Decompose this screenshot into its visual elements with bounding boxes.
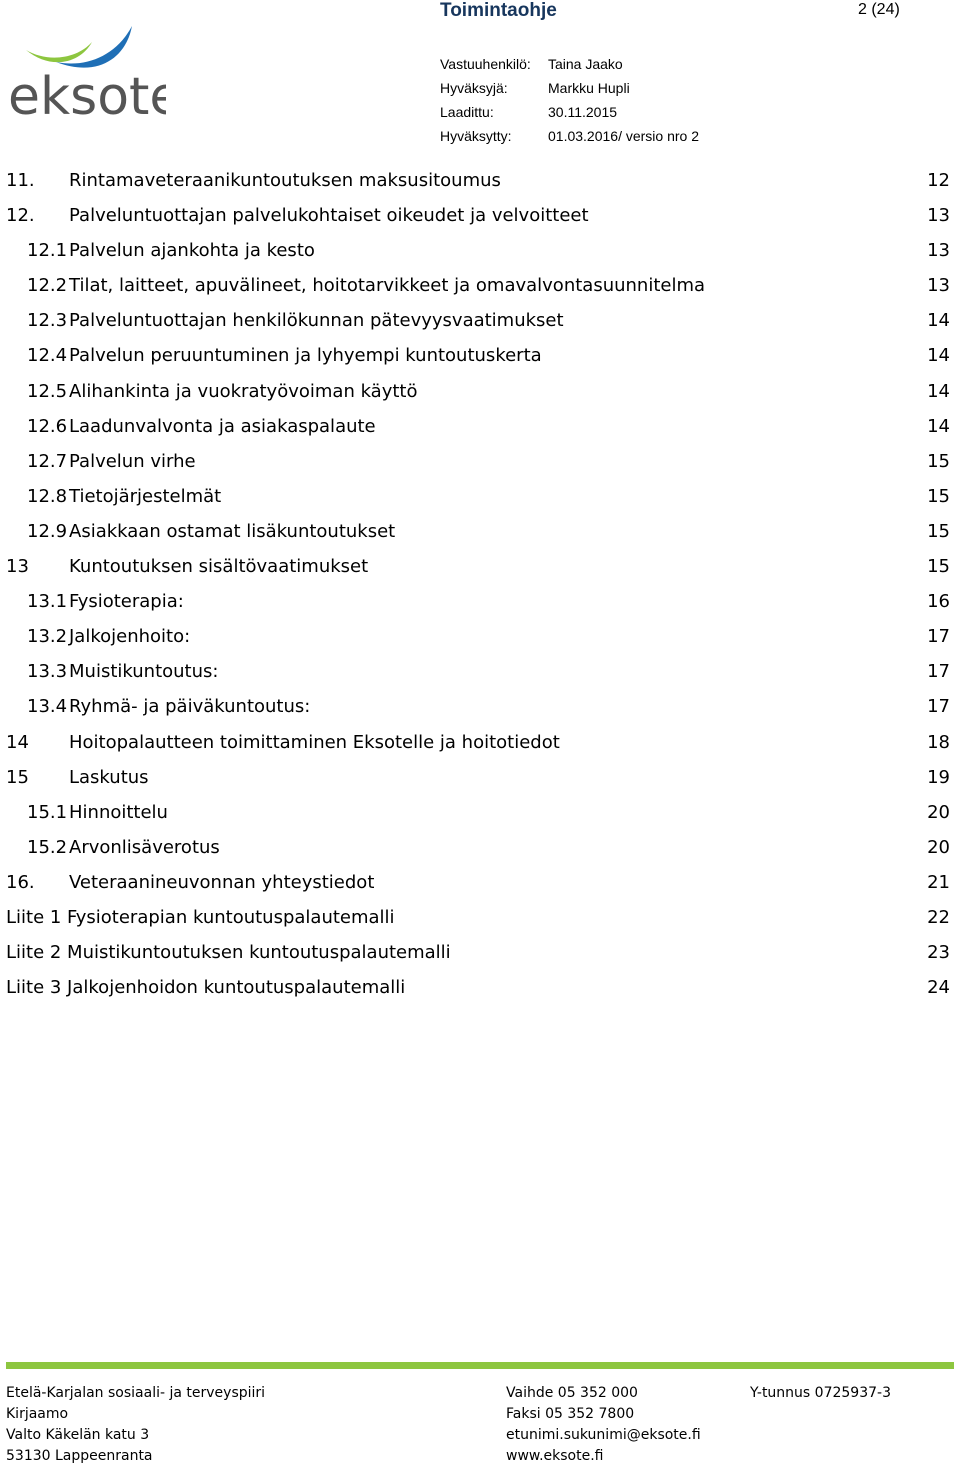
toc-entry-title: Laadunvalvonta ja asiakaspalaute (69, 415, 376, 437)
toc-entry-page: 14 (927, 310, 950, 332)
toc-entry-page: 14 (927, 380, 950, 402)
toc-entry-title: Rintamaveteraanikuntoutuksen maksusitoumus (69, 170, 501, 191)
eksote-logo (6, 22, 166, 122)
toc-entry-title: Tilat, laitteet, apuvälineet, hoitotarvikkeet ja omavalvontasuunnitelma (69, 275, 706, 297)
footer-business-id (750, 1383, 891, 1404)
toc-entry[interactable] (0, 870, 960, 905)
footer-line: Faksi 05 352 7800 (506, 1406, 635, 1422)
toc-entry[interactable] (0, 273, 960, 308)
toc-entry-page: 15 (927, 556, 950, 578)
toc-entry-page: 13 (927, 275, 950, 297)
toc-entry-number: 12.5 (27, 380, 68, 402)
toc-entry-title: Palvelun virhe (69, 450, 196, 472)
toc-entry-number: 13 (6, 556, 29, 578)
toc-entry-number: 16. (6, 871, 35, 893)
toc-entry-title: Muistikuntoutus: (69, 661, 219, 683)
toc-entry-title: Liite 2 Muistikuntoutuksen kuntoutuspalautemalli (6, 942, 451, 964)
toc-entry[interactable] (0, 238, 960, 273)
toc-entry[interactable] (0, 800, 960, 835)
meta-value: Markku Hupli (548, 80, 630, 96)
toc-entry-number: 12.9 (27, 520, 68, 542)
toc-entry-number: 12. (6, 205, 35, 227)
toc-entry-title: Kuntoutuksen sisältövaatimukset (69, 556, 369, 578)
toc-entry-number: 13.3 (27, 661, 68, 683)
toc-entry[interactable] (0, 379, 960, 414)
toc-entry[interactable] (0, 730, 960, 765)
footer-line: Kirjaamo (6, 1406, 69, 1422)
meta-row (440, 76, 699, 100)
toc-entry-page: 15 (927, 450, 950, 472)
meta-key: Laadittu: (440, 104, 494, 120)
toc-entry-title: Jalkojenhoito: (69, 626, 191, 648)
toc-entry-page: 15 (927, 485, 950, 507)
toc-entry-title: Palvelun ajankohta ja kesto (69, 240, 315, 262)
footer-line: 53130 Lappeenranta (6, 1448, 153, 1464)
footer-line: Valto Käkelän katu 3 (6, 1427, 150, 1443)
meta-key: Hyväksytty: (440, 128, 512, 144)
toc-entry-number: 13.2 (27, 626, 68, 648)
toc-entry-title: Palveluntuottajan palvelukohtaiset oikeudet ja velvoitteet (69, 205, 589, 227)
toc-entry-page: 17 (927, 696, 950, 718)
toc-entry-page: 18 (927, 731, 950, 753)
toc-entry-page: 15 (927, 520, 950, 542)
logo-wordmark: eksote (8, 67, 166, 122)
meta-key: Hyväksyjä: (440, 80, 508, 96)
toc-entry-number: 13.4 (27, 696, 68, 718)
footer-line: Y-tunnus 0725937-3 (750, 1385, 891, 1401)
footer-line: Vaihde 05 352 000 (506, 1385, 638, 1401)
toc-entry-title: Liite 1 Fysioterapian kuntoutuspalautemalli (6, 906, 395, 928)
toc-entry[interactable] (0, 519, 960, 554)
toc-entry-number: 12.7 (27, 450, 68, 472)
toc-entry-title: Palveluntuottajan henkilökunnan pätevyysvaatimukset (69, 310, 564, 332)
document-meta (440, 52, 699, 148)
toc-entry-number: 12.1 (27, 240, 68, 262)
toc-entry-page: 23 (927, 942, 950, 964)
toc-entry[interactable] (0, 624, 960, 659)
meta-row (440, 124, 699, 148)
toc-entry-title: Ryhmä- ja päiväkuntoutus: (69, 696, 311, 718)
toc-entry[interactable] (0, 343, 960, 378)
footer-organization (6, 1383, 265, 1467)
toc-entry-page: 17 (927, 661, 950, 683)
toc-entry[interactable] (0, 765, 960, 800)
meta-key: Vastuuhenkilö: (440, 56, 531, 72)
toc-entry-page: 13 (927, 205, 950, 227)
toc-entry[interactable] (0, 975, 960, 1010)
meta-value: 30.11.2015 (548, 104, 618, 120)
toc-entry[interactable] (0, 203, 960, 238)
toc-entry-title: Alihankinta ja vuokratyövoiman käyttö (69, 380, 418, 402)
footer-website-link[interactable]: www.eksote.fi (506, 1448, 604, 1464)
toc-entry-title: Laskutus (69, 766, 149, 788)
meta-value: 01.03.2016/ versio nro 2 (548, 128, 699, 144)
toc-entry[interactable] (0, 484, 960, 519)
toc-entry-number: 12.2 (27, 275, 68, 297)
toc-entry[interactable] (0, 449, 960, 484)
toc-entry-title: Veteraanineuvonnan yhteystiedot (69, 871, 375, 893)
toc-entry-number: 12.8 (27, 485, 68, 507)
toc-entry-number: 12.6 (27, 415, 68, 437)
toc-entry-title: Tietojärjestelmät (69, 485, 222, 507)
toc-entry-page: 14 (927, 415, 950, 437)
toc-entry-page: 16 (927, 591, 950, 613)
toc-entry[interactable] (0, 694, 960, 729)
toc-entry-title: Asiakkaan ostamat lisäkuntoutukset (69, 520, 396, 542)
toc-entry-number: 14 (6, 731, 29, 753)
toc-entry-page: 17 (927, 626, 950, 648)
document-title: Toimintaohje (440, 0, 557, 21)
toc-entry-page: 21 (927, 871, 950, 893)
meta-row (440, 100, 699, 124)
toc-entry[interactable] (0, 940, 960, 975)
toc-entry-page: 13 (927, 240, 950, 262)
toc-entry[interactable] (0, 835, 960, 870)
toc-entry-number: 15.2 (27, 836, 68, 858)
toc-entry-number: 11. (6, 170, 35, 191)
meta-row (440, 52, 699, 76)
footer-rule (6, 1362, 954, 1369)
toc-entry-number: 15 (6, 766, 29, 788)
footer-contacts (506, 1383, 701, 1467)
toc-entry-title: Palvelun peruuntuminen ja lyhyempi kuntoutuskerta (69, 345, 542, 367)
page-number: 2 (24) (858, 1, 900, 18)
toc-entry-title: Hoitopalautteen toimittaminen Eksotelle ja hoitotiedot (69, 731, 560, 753)
toc-entry-page: 14 (927, 345, 950, 367)
toc-entry-page: 24 (927, 977, 950, 999)
toc-entry[interactable] (0, 168, 960, 203)
toc-entry-number: 15.1 (27, 801, 68, 823)
toc-entry[interactable] (0, 589, 960, 624)
toc-entry-number: 12.4 (27, 345, 68, 367)
toc-entry[interactable] (0, 554, 960, 589)
toc-entry-number: 13.1 (27, 591, 68, 613)
toc-entry-title: Liite 3 Jalkojenhoidon kuntoutuspalautemalli (6, 977, 406, 999)
toc-entry-page: 20 (927, 801, 950, 823)
toc-entry-title: Fysioterapia: (69, 591, 184, 613)
toc-entry[interactable] (0, 659, 960, 694)
toc-entry-page: 12 (927, 170, 950, 191)
meta-value: Taina Jaako (548, 56, 623, 72)
toc-entry[interactable] (0, 308, 960, 343)
footer-line: Etelä-Karjalan sosiaali- ja terveyspiiri (6, 1385, 266, 1401)
toc-entry-number: 12.3 (27, 310, 68, 332)
table-of-contents (0, 168, 960, 1010)
toc-entry-page: 20 (927, 836, 950, 858)
toc-entry-page: 22 (927, 906, 950, 928)
footer-email-link[interactable]: etunimi.sukunimi@eksote.fi (506, 1427, 701, 1443)
toc-entry-page: 19 (927, 766, 950, 788)
toc-entry[interactable] (0, 414, 960, 449)
toc-entry-title: Hinnoittelu (69, 801, 168, 823)
toc-entry[interactable] (0, 905, 960, 940)
toc-entry-title: Arvonlisäverotus (69, 836, 220, 858)
